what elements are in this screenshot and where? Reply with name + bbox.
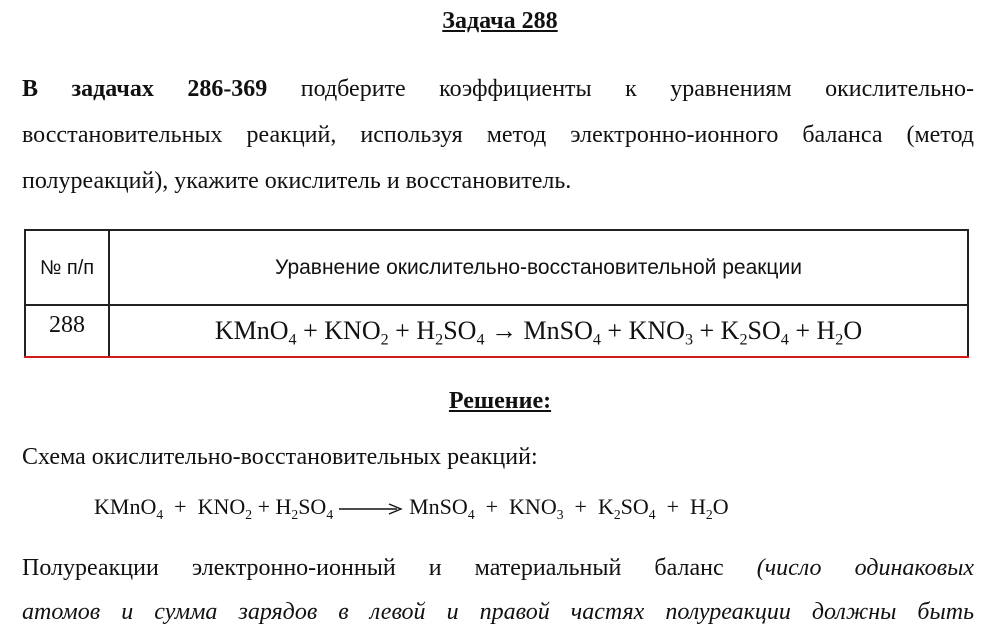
solution-heading: Решение: [448,388,552,414]
header-number: № п/п [25,230,109,305]
long-arrow-icon [339,503,403,515]
task-statement [22,66,974,204]
task-table [24,229,969,358]
task-title: Задача 288 [442,8,558,34]
half-reactions-text: Полуреакции электронно-ионный и материальный баланс (число одинаковых [22,555,975,581]
header-equation: Уравнение окислительно-восстановительной реакции [109,230,968,305]
scheme-equation: KMnO$_4$ + $KNO_2 + H_2SO_4$ MnSO$_4$ + $KNO_3 + K_2SO_4 + H_2O$ [94,494,729,522]
row-number: 288 [25,305,109,357]
task-range: В задачах 286-369 [22,76,268,102]
row-equation: KMnO$_4$ + $KNO_2 + H_2SO_4$ → MnSO$_4$ + $KNO_3 + K_2SO_4 + H_2O$ [109,305,968,357]
task-instructions: подберите коэффициенты к уравнениям окислительно-восстановительных реакций, используя метод электронно-ионного баланса (метод полуреакций), укажите окислитель и восстановитель. [22,76,974,194]
scheme-label: Схема окислительно-восстановительных реакций: [22,444,538,470]
half-reactions-continued: атомов и сумма зарядов в левой и правой частях полуреакции должны быть [22,599,974,625]
